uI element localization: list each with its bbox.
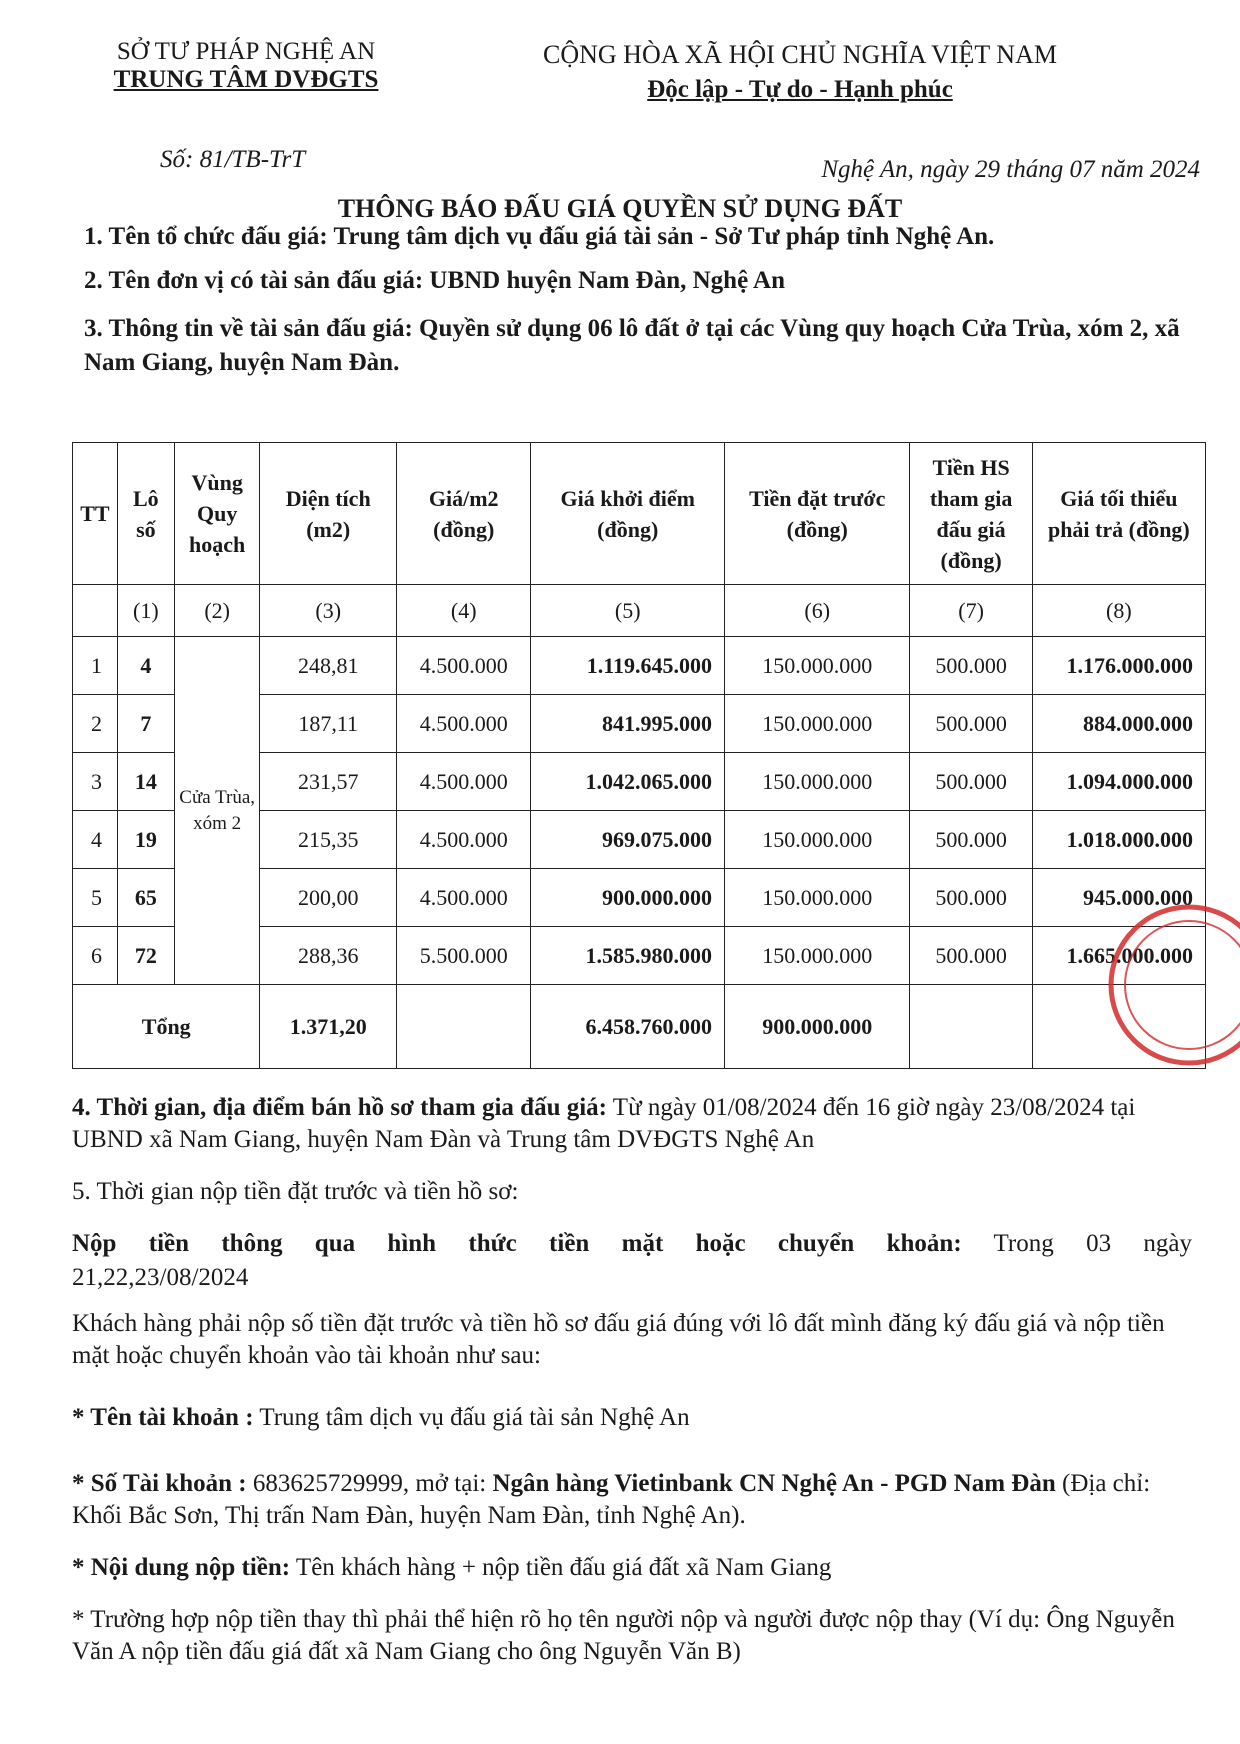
cell-price-m2: 4.500.000 — [396, 695, 530, 753]
table-header-row — [73, 443, 1206, 585]
cell-start-price: 1.585.980.000 — [531, 927, 725, 985]
cell-area: 288,36 — [260, 927, 397, 985]
table-row — [73, 637, 1206, 695]
cell-tt: 3 — [73, 753, 118, 811]
payment-content-label: * Nội dung nộp tiền: — [72, 1554, 291, 1581]
col-number: (2) — [174, 585, 260, 637]
col-header-deposit: Tiền đặt trước (đồng) — [725, 443, 910, 585]
cell-fee: 500.000 — [910, 637, 1032, 695]
cell-start-price: 841.995.000 — [531, 695, 725, 753]
col-header-area: Diện tích (m2) — [260, 443, 397, 585]
cell-area: 215,35 — [260, 811, 397, 869]
cell-zone — [174, 637, 260, 985]
col-header-zone: Vùng Quy hoạch — [174, 443, 260, 585]
col-number: (8) — [1032, 585, 1205, 637]
cell-area: 231,57 — [260, 753, 397, 811]
cell-tt: 6 — [73, 927, 118, 985]
auction-table — [72, 442, 1206, 1069]
bank-name: Ngân hàng Vietinbank CN Nghệ An - PGD Nam Đàn — [492, 1470, 1056, 1497]
item-2: 2. Tên đơn vị có tài sản đấu giá: UBND huyện Nam Đàn, Nghệ An — [84, 267, 786, 294]
table-total-row — [73, 985, 1206, 1069]
total-blank — [910, 985, 1032, 1069]
cell-min-pay: 1.176.000.000 — [1032, 637, 1205, 695]
cell-deposit: 150.000.000 — [725, 869, 910, 927]
document-date: Nghệ An, ngày 29 tháng 07 năm 2024 — [821, 156, 1200, 183]
cell-lot: 19 — [117, 811, 174, 869]
cell-min-pay: 1.094.000.000 — [1032, 753, 1205, 811]
account-number: 683625729999, mở tại: — [246, 1470, 493, 1497]
account-name-line — [72, 1402, 1192, 1434]
cell-fee: 500.000 — [910, 927, 1032, 985]
cell-tt: 4 — [73, 811, 118, 869]
total-deposit: 900.000.000 — [725, 985, 910, 1069]
cell-start-price: 1.119.645.000 — [531, 637, 725, 695]
section-4-text: Từ ngày 01/08/2024 đến 16 giờ ngày 23/08/2024 tại UBND xã Nam Giang, huyện Nam Đàn và Trung tâm DVĐGTS Nghệ An — [72, 1094, 1136, 1153]
cell-fee: 500.000 — [910, 869, 1032, 927]
section-4-label: 4. Thời gian, địa điểm bán hồ sơ tham gia đấu giá: — [72, 1094, 607, 1121]
col-header-fee: Tiền HS tham gia đấu giá (đồng) — [910, 443, 1032, 585]
total-label: Tổng — [73, 985, 260, 1069]
cell-start-price: 1.042.065.000 — [531, 753, 725, 811]
account-name-label: * Tên tài khoản : — [72, 1404, 254, 1431]
issuing-org-header — [86, 38, 406, 94]
document-number: Số: 81/TB-TrT — [160, 146, 306, 173]
cell-price-m2: 4.500.000 — [396, 869, 530, 927]
cell-fee: 500.000 — [910, 811, 1032, 869]
nation-motto: Độc lập - Tự do - Hạnh phúc — [647, 76, 953, 103]
cell-lot: 72 — [117, 927, 174, 985]
section-4 — [72, 1092, 1192, 1156]
cell-start-price: 900.000.000 — [531, 869, 725, 927]
nation-line-1: CỘNG HÒA XÃ HỘI CHỦ NGHĨA VIỆT NAM — [543, 40, 1057, 69]
payment-method-line — [72, 1228, 1192, 1260]
cell-area: 200,00 — [260, 869, 397, 927]
section-5-label: 5. Thời gian nộp tiền đặt trước và tiền hồ sơ: — [72, 1178, 519, 1205]
col-header-price-m2: Giá/m2 (đồng) — [396, 443, 530, 585]
cell-area: 187,11 — [260, 695, 397, 753]
total-area: 1.371,20 — [260, 985, 397, 1069]
payment-dates: 21,22,23/08/2024 — [72, 1264, 249, 1291]
account-number-label: * Số Tài khoản : — [72, 1470, 247, 1497]
payment-content: Tên khách hàng + nộp tiền đấu giá đất xã Nam Giang — [290, 1554, 832, 1581]
cell-price-m2: 4.500.000 — [396, 811, 530, 869]
payment-instruction: Khách hàng phải nộp số tiền đặt trước và tiền hồ sơ đấu giá đúng với lô đất mình đăng ký đấu giá và nộp tiền mặt hoặc chuyển khoản vào tài khoản như sau: — [72, 1310, 1165, 1369]
item-1: 1. Tên tổ chức đấu giá: Trung tâm dịch vụ đấu giá tài sản - Sở Tư pháp tỉnh Nghệ An. — [84, 223, 995, 250]
cell-deposit: 150.000.000 — [725, 927, 910, 985]
item-3: 3. Thông tin về tài sản đấu giá: Quyền sử dụng 06 lô đất ở tại các Vùng quy hoạch Cửa Trùa, xóm 2, xã Nam Giang, huyện Nam Đàn. — [84, 315, 1180, 376]
cell-tt: 1 — [73, 637, 118, 695]
cell-price-m2: 4.500.000 — [396, 753, 530, 811]
cell-min-pay: 1.665.000.000 — [1032, 927, 1205, 985]
cell-deposit: 150.000.000 — [725, 811, 910, 869]
col-header-start-price: Giá khởi điểm (đồng) — [531, 443, 725, 585]
col-number: (5) — [531, 585, 725, 637]
column-number-row — [73, 585, 1206, 637]
cell-lot: 14 — [117, 753, 174, 811]
cell-price-m2: 5.500.000 — [396, 927, 530, 985]
cell-start-price: 969.075.000 — [531, 811, 725, 869]
cell-fee: 500.000 — [910, 753, 1032, 811]
org-line-1: SỞ TƯ PHÁP NGHỆ AN — [116, 38, 376, 65]
cell-price-m2: 4.500.000 — [396, 637, 530, 695]
col-number: (3) — [260, 585, 397, 637]
payment-method-text: Trong 03 ngày — [961, 1230, 1192, 1257]
cell-lot: 4 — [117, 637, 174, 695]
document-title: THÔNG BÁO ĐẤU GIÁ QUYỀN SỬ DỤNG ĐẤT — [337, 194, 903, 223]
cell-deposit: 150.000.000 — [725, 753, 910, 811]
cell-min-pay: 1.018.000.000 — [1032, 811, 1205, 869]
col-number: (4) — [396, 585, 530, 637]
cell-tt: 5 — [73, 869, 118, 927]
col-number: (1) — [117, 585, 174, 637]
bank-address: (Địa chỉ: Khối Bắc Sơn, Thị trấn Nam Đàn, huyện Nam Đàn, tỉnh Nghệ An). — [72, 1470, 1151, 1529]
account-name: Trung tâm dịch vụ đấu giá tài sản Nghệ An — [253, 1404, 690, 1431]
total-blank — [396, 985, 530, 1069]
cell-area: 248,81 — [260, 637, 397, 695]
cell-tt: 2 — [73, 695, 118, 753]
org-line-2: TRUNG TÂM DVĐGTS — [113, 66, 379, 93]
col-header-min-pay: Giá tối thiểu phải trả (đồng) — [1032, 443, 1205, 585]
national-header — [520, 40, 1080, 104]
cell-lot: 7 — [117, 695, 174, 753]
account-number-line — [72, 1468, 1192, 1532]
cell-deposit: 150.000.000 — [725, 637, 910, 695]
col-number: (7) — [910, 585, 1032, 637]
cell-fee: 500.000 — [910, 695, 1032, 753]
payment-content-line — [72, 1552, 1192, 1584]
col-number: (6) — [725, 585, 910, 637]
cell-min-pay: 884.000.000 — [1032, 695, 1205, 753]
proxy-payment-note: * Trường hợp nộp tiền thay thì phải thể hiện rõ họ tên người nộp và người được nộp thay (Ví dụ: Ông Nguyễn Văn A nộp tiền đấu giá đất xã Nam Giang cho ông Nguyễn Văn B) — [72, 1606, 1175, 1665]
zone-name: Cửa Trùa, xóm 2 — [179, 786, 256, 834]
cell-deposit: 150.000.000 — [725, 695, 910, 753]
payment-method-label: Nộp tiền thông qua hình thức tiền mặt hoặc chuyển khoản: — [72, 1230, 962, 1257]
cell-lot: 65 — [117, 869, 174, 927]
total-start-price: 6.458.760.000 — [531, 985, 725, 1069]
col-number-blank — [73, 585, 118, 637]
cell-min-pay: 945.000.000 — [1032, 869, 1205, 927]
col-header-lot: Lô số — [117, 443, 174, 585]
col-header-tt: TT — [73, 443, 118, 585]
red-seal-stamp — [1104, 900, 1240, 1070]
